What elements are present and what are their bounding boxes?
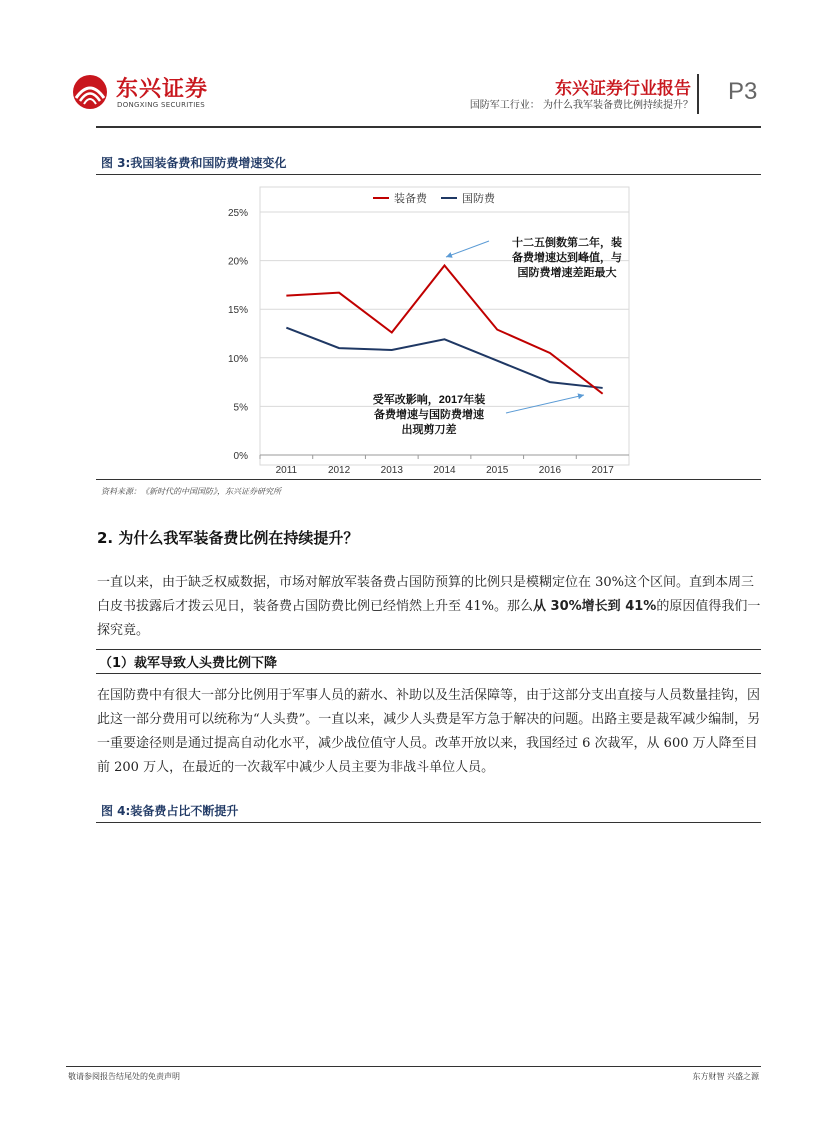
x-tick-label: 2016 — [538, 465, 562, 476]
annotation-scissors-line-1: 受军改影响，2017年装 — [372, 394, 486, 406]
y-tick-label: 5% — [233, 402, 248, 414]
annotation-peak-line-3: 国防费增速差距最大 — [517, 267, 617, 279]
annotation-peak-line-1: 十二五倒数第二年，装 — [512, 237, 622, 249]
x-tick-label: 2014 — [433, 465, 456, 476]
paragraph-1-tail: 的原因值得我们一探究竟。 — [97, 599, 761, 638]
y-tick-label: 20% — [227, 256, 248, 268]
figure-bottom-rule — [96, 479, 761, 480]
figure-3-caption: 图 3:我国装备费和国防费增速变化 — [101, 156, 287, 170]
legend-label: 国防费 — [462, 193, 495, 205]
section-title: 2. 为什么我军装备费比例在持续提升？ — [97, 529, 359, 547]
footer-rule — [66, 1066, 761, 1067]
x-tick-label: 2017 — [591, 465, 614, 476]
footer-disclaimer: 敬请参阅报告结尾处的免责声明 — [68, 1072, 180, 1081]
y-tick-label: 25% — [227, 208, 248, 219]
paragraph-2: 在国防费中有很大一部分比例用于军事人员的薪水、补助以及生活保障等，由于这部分支出直接与人员数量挂钩，因此这一部分费用可以统称为“人头费”。一直以来，减少人头费是军方急于解决的问题。出路主要是裁军减少编制，另一重要途径则是通过提高自动化水平，减少战位值守人员。改革开放以来，我国经过 6 次裁军，从 600 万人降至目前 200 万人，在最近的一次裁军中减少人员主要为非战斗单位人员。 — [97, 688, 761, 775]
report-title: 东兴证券行业报告 — [555, 79, 691, 99]
annotation-scissors-line-2: 备费增速与国防费增速 — [374, 409, 484, 421]
paragraph-1 — [97, 571, 761, 643]
y-tick-label: 15% — [227, 305, 248, 317]
x-tick-label: 2015 — [486, 465, 509, 476]
x-tick-label: 2011 — [275, 465, 298, 476]
figure-4-rule — [96, 822, 761, 823]
paragraph-1-emphasis: 从 30%增长到 41% — [533, 599, 657, 614]
logo-text: 东兴证券 — [116, 77, 209, 102]
x-tick-label: 2012 — [327, 465, 351, 476]
y-tick-label: 0% — [233, 451, 248, 462]
annotation-scissors-line-3: 出现剪刀差 — [401, 424, 457, 436]
y-tick-label: 10% — [227, 353, 248, 365]
figure-source: 资料来源：《新时代的中国国防》，东兴证券研究所 — [101, 487, 281, 496]
annotation-arrow-peak — [446, 241, 489, 257]
annotation-peak-line-2: 备费增速达到峰值，与 — [512, 252, 622, 264]
page-number: P3 — [728, 78, 758, 105]
legend-label: 装备费 — [394, 193, 427, 205]
logo-subtext: DONGXING SECURITIES — [117, 101, 206, 109]
annotation-arrow-scissors — [506, 395, 584, 413]
footer-slogan: 东方财智 兴盛之源 — [692, 1072, 759, 1081]
paragraph-1-text: 一直以来，由于缺乏权威数据，市场对解放军装备费占国防预算的比例只是模糊定位在 30%这个区间。直到本周三白皮书拔露后才拨云见日，装备费占国防费比例已经悄然上升至 41%。那么 — [97, 575, 755, 614]
report-subtitle: 国防军工行业： 为什么我军装备费比例持续提升？ — [469, 100, 693, 111]
subheading: （1）裁军导致人头费比例下降 — [99, 656, 278, 671]
x-tick-label: 2013 — [380, 465, 403, 476]
series-line-装备费 — [286, 265, 602, 393]
growth-line-chart — [0, 0, 827, 480]
figure-4-caption: 图 4:装备费占比不断提升 — [101, 804, 239, 818]
